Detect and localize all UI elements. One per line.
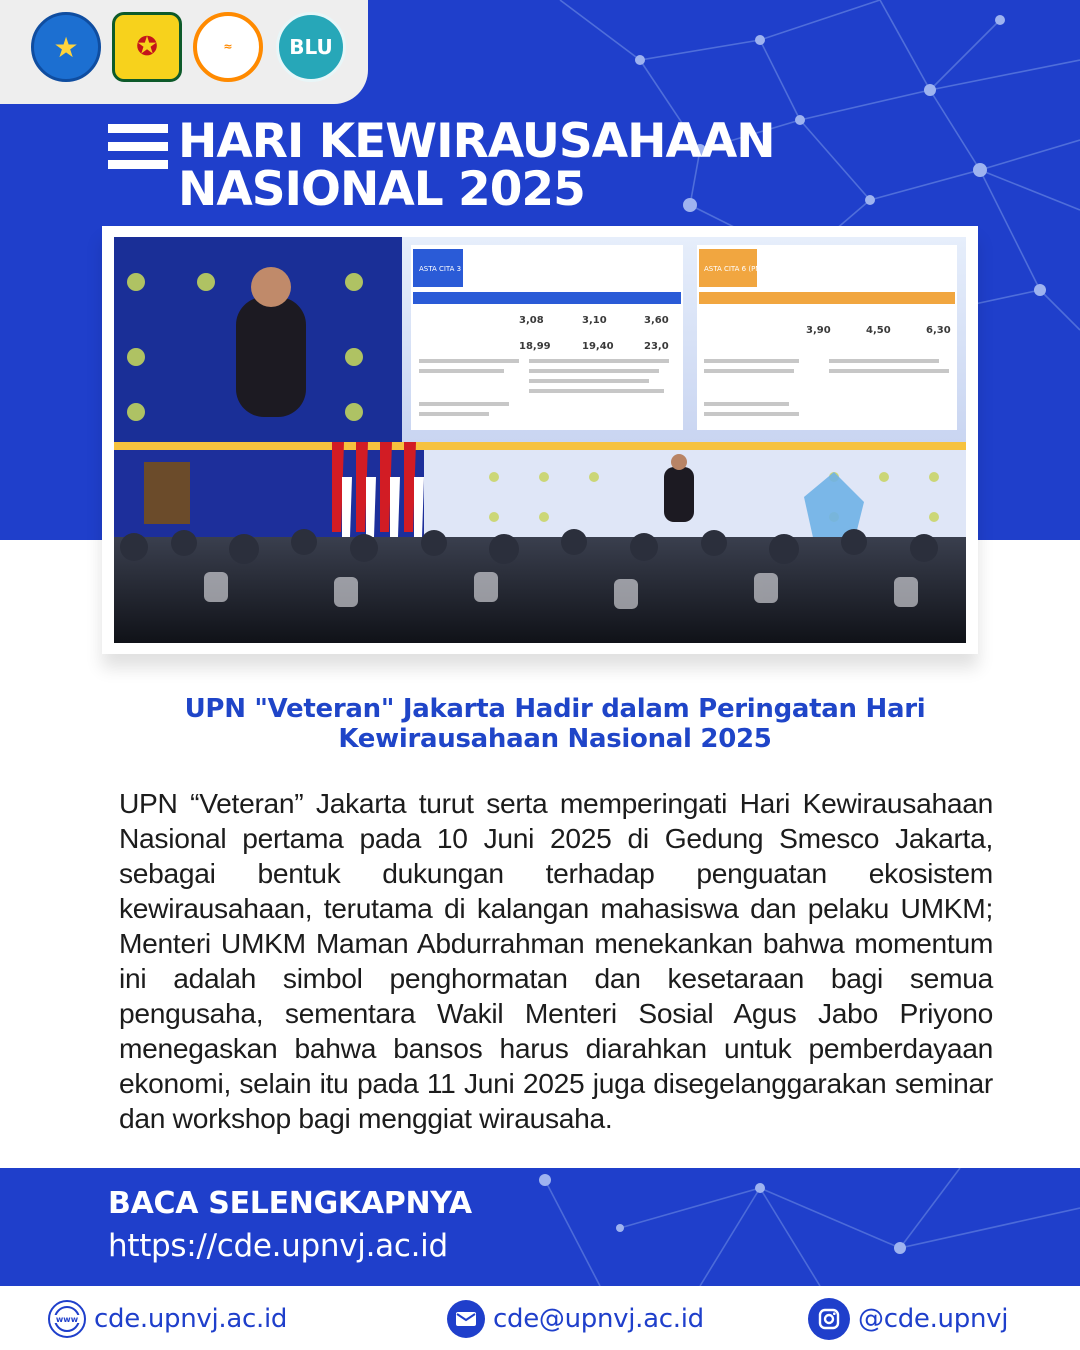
upn-veteran-jakarta-logo: ✪ [112, 12, 182, 82]
footer-email[interactable] [447, 1296, 704, 1342]
email-icon [447, 1300, 485, 1338]
event-photo-card [102, 226, 978, 654]
instagram-icon [808, 1298, 850, 1340]
slide-value: 6,30 [926, 325, 951, 336]
tut-wuri-handayani-logo: ★ [31, 12, 101, 82]
slide-right-heading: ASTA CITA 6 (PN 6) [704, 265, 770, 273]
article-body: UPN “Veteran” Jakarta turut serta memperingati Hari Kewirausahaan Nasional pertama pada 10 Juni 2025 di Gedung Smesco Jakarta, sebagai bentuk dukungan terhadap penguatan ekosistem kewirausahaan, terutama di kalangan mahasiswa dan pelaku UMKM; Menteri UMKM Maman Abdurrahman menekankan bahwa momentum ini adalah simbol penghormatan dan kesetaraan bagi semua pengusaha, sementara Wakil Menteri Sosial Agus Jabo Priyono menegaskan bahwa bansos harus diarahkan untuk pemberdayaan ekonomi, selain itu pada 11 Juni 2025 juga disegelanggarakan seminar dan workshop bagi menggiat wirausaha. [119, 787, 993, 1134]
slide-value: 3,90 [806, 325, 831, 336]
slide-value: 3,60 [644, 315, 669, 326]
read-more-label: BACA SELENGKAPNYA [108, 1186, 472, 1221]
footer-website[interactable] [48, 1296, 287, 1342]
website-text: cde.upnvj.ac.id [94, 1304, 288, 1334]
instagram-text: @cde.upnvj [858, 1304, 1009, 1334]
slide-left-heading: ASTA CITA 3 (PN 3) [419, 265, 485, 273]
page-title: HARI KEWIRAUSAHAAN NASIONAL 2025 [178, 114, 775, 217]
diktisaintek-berdampak-logo: ≈ [193, 12, 263, 82]
read-more-link[interactable]: https://cde.upnvj.ac.id [108, 1228, 448, 1264]
email-text: cde@upnvj.ac.id [493, 1304, 704, 1334]
event-photo [114, 237, 966, 643]
menu-icon[interactable] [108, 124, 168, 174]
slide-value: 23,0 [644, 341, 669, 352]
slide-value: 19,40 [582, 341, 614, 352]
svg-text:www: www [55, 1315, 79, 1324]
globe-icon [48, 1300, 86, 1338]
slide-value: 3,10 [582, 315, 607, 326]
blu-speed-logo: BLU [276, 12, 346, 82]
slide-value: 18,99 [519, 341, 551, 352]
slide-value: 3,08 [519, 315, 544, 326]
logo-bar [0, 0, 368, 104]
footer-instagram[interactable] [808, 1296, 1008, 1342]
slide-value: 4,50 [866, 325, 891, 336]
article-title: UPN "Veteran" Jakarta Hadir dalam Peringatan Hari Kewirausahaan Nasional 2025 [184, 694, 926, 754]
